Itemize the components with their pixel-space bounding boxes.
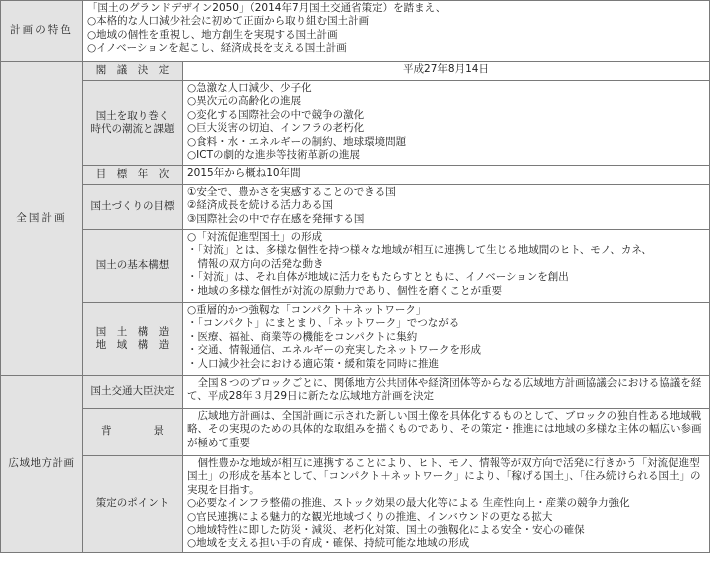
cabinet-row xyxy=(1,62,710,81)
goals-content xyxy=(183,185,710,230)
cabinet-label: 閣 議 決 定 xyxy=(83,62,183,81)
trend-item: ○巨大災害の切迫、インフラの老朽化 xyxy=(187,122,365,135)
structure-item: ○重層的かつ強靱な「コンパクト＋ネットワーク」 xyxy=(187,304,427,316)
cabinet-value: 平成27年8月14日 xyxy=(183,62,710,81)
concept-item: ○「対流促進型国土」の形成 xyxy=(187,231,323,243)
points-content xyxy=(183,456,710,553)
structure-label-line: 国 土 構 造 xyxy=(95,325,170,338)
points-label: 策定のポイント xyxy=(83,456,183,553)
trends-row xyxy=(1,81,710,166)
goal-item: ①安全で、豊かさを実感することのできる国 xyxy=(187,186,396,198)
points-intro: 個性豊かな地域が相互に連携することにより、ヒト、モノ、情報等が双方向で活発に行きかう「対流促進型国土」の形成を基本として、「コンパクト＋ネットワーク」により、「稼げる国土」、「住み続けられる国土」の実現を目指す。 xyxy=(187,457,701,496)
trend-item: ○変化する国際社会の中で競争の激化 xyxy=(187,108,365,121)
trend-item: ○ICTの劇的な進歩等技術革新の進展 xyxy=(187,149,361,162)
background-row xyxy=(1,409,710,456)
point-item: ○官民連携による魅力的な観光地域づくりの推進、インバウンドの更なる拡大 xyxy=(187,510,553,523)
target-year-row xyxy=(1,166,710,185)
background-content xyxy=(183,409,710,456)
structure-content xyxy=(183,303,710,376)
minister-label: 国土交通大臣決定 xyxy=(83,376,183,409)
structure-label xyxy=(83,303,183,376)
national-plan-label: 全国計画 xyxy=(1,62,83,376)
goals-label: 国土づくりの目標 xyxy=(83,185,183,230)
structure-item: ・人口減少社会における適応策・緩和策を同時に推進 xyxy=(187,357,439,370)
trend-item: ○急激な人口減少、少子化 xyxy=(187,82,312,94)
point-item: ○必要なインフラ整備の推進、ストック効果の最大化等による 生産性向上・産業の競争力強化 xyxy=(187,497,630,510)
features-row xyxy=(1,1,710,62)
concept-item: ・「対流」は、それ自体が地域に活力をもたらすとともに、イノベーションを創出 xyxy=(187,271,569,284)
trend-item: ○食料・水・エネルギーの制約、地球環境問題 xyxy=(187,135,407,148)
features-line: 「国土のグランドデザイン2050」（2014年7月国土交通省策定）を踏まえ、 xyxy=(87,2,447,14)
trends-content xyxy=(183,81,710,166)
goal-item: ③国際社会の中で存在感を発揮する国 xyxy=(187,212,365,225)
concept-content xyxy=(183,230,710,303)
features-content xyxy=(83,1,710,62)
background-label: 背 景 xyxy=(83,409,183,456)
trend-item: ○異次元の高齢化の進展 xyxy=(187,95,302,108)
features-line: ○本格的な人口減少社会に初めて正面から取り組む国土計画 xyxy=(87,15,370,28)
structure-item: ・医療、福祉、商業等の機能をコンパクトに集約 xyxy=(187,330,418,343)
point-item: ○地域を支える担い手の育成・確保、持続可能な地域の形成 xyxy=(187,537,470,550)
trends-label xyxy=(83,81,183,166)
concept-item: ・「対流」とは、多様な個性を持つ様々な地域が相互に連携して生じる地域間のヒト、モノ、カネ、 xyxy=(187,244,652,257)
points-row xyxy=(1,456,710,553)
goals-row xyxy=(1,185,710,230)
minister-row xyxy=(1,376,710,409)
target-year-label: 目 標 年 次 xyxy=(83,166,183,185)
minister-text: 全国８つのブロックごとに、関係地方公共団体や経済団体等からなる広域地方計画協議会における協議を経て、平成28年３月29日に新たな広域地方計画を決定 xyxy=(187,377,702,403)
structure-row xyxy=(1,303,710,376)
background-text: 広域地方計画は、全国計画に示された新しい国土像を具体化するものとして、ブロックの独自性ある地域戦略、その実現のための具体的な取組みを描くものであり、その策定・推進には地域の多様な主体の幅広い参画が極めて重要 xyxy=(187,410,702,449)
structure-label-line: 地 域 構 造 xyxy=(95,339,170,351)
regional-plan-label: 広域地方計画 xyxy=(1,376,83,553)
trends-label-line: 時代の潮流と課題 xyxy=(90,123,175,135)
concept-item: 情報の双方向の活発な動き xyxy=(197,257,324,270)
target-year-value: 2015年から概ね10年間 xyxy=(183,166,710,185)
concept-label: 国土の基本構想 xyxy=(83,230,183,303)
structure-item: ・「コンパクト」にまとまり、「ネットワーク」でつながる xyxy=(187,317,460,330)
features-line: ○地域の個性を重視し、地方創生を実現する国土計画 xyxy=(87,28,338,41)
features-line: ○イノベーションを起こし、経済成長を支える国土計画 xyxy=(87,42,347,55)
goal-item: ②経済成長を続ける活力ある国 xyxy=(187,199,333,212)
concept-row xyxy=(1,230,710,303)
features-label: 計画の特色 xyxy=(1,1,83,62)
structure-item: ・交通、情報通信、エネルギーの充実したネットワークを形成 xyxy=(187,344,481,357)
concept-item: ・地域の多様な個性が対流の原動力であり、個性を磨くことが重要 xyxy=(187,284,502,297)
point-item: ○地域特性に即した防災・減災、老朽化対策、国土の強靱化による安全・安心の確保 xyxy=(187,524,585,537)
minister-content xyxy=(183,376,710,409)
trends-label-line: 国土を取り巻く xyxy=(95,109,170,122)
